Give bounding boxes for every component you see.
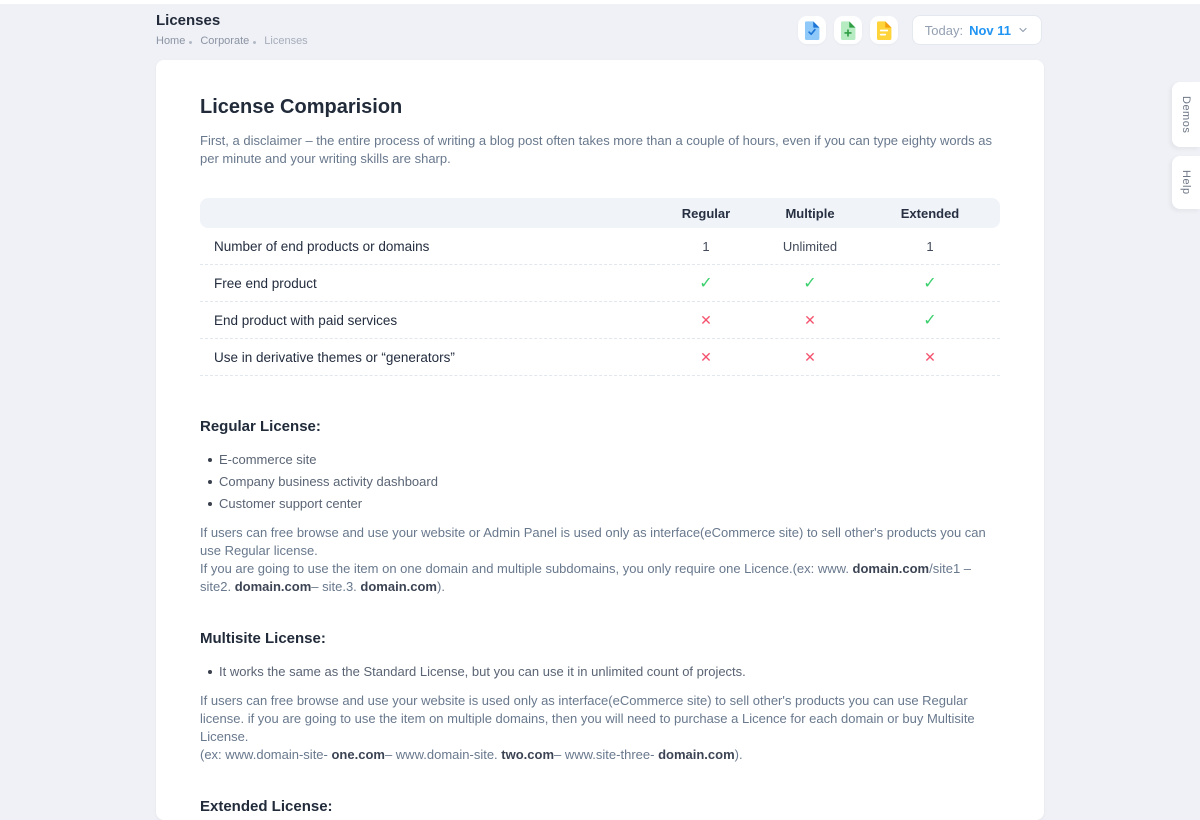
bullet-item: E-commerce site (208, 451, 1000, 468)
file-plus-icon (840, 21, 856, 40)
paragraph-segment: ). (734, 747, 743, 762)
table-header-regular: Regular (652, 198, 760, 228)
bullet-item: Customer support center (208, 495, 1000, 512)
check-icon: ✓ (923, 312, 937, 329)
check-icon: ✓ (923, 275, 937, 292)
paragraph-segment: – www.domain-site. (384, 747, 502, 762)
card-intro: First, a disclaimer – the entire process of writing a blog post often takes more than a couple of hours, even if you can type eighty words as per minute and your writing skills are sharp. (200, 133, 992, 166)
cross-icon: ✕ (700, 348, 712, 365)
license-card (156, 60, 1044, 820)
cell-value: 1 (860, 228, 1000, 265)
file-check-icon (804, 21, 820, 40)
side-tab-demos[interactable]: Demos (1172, 82, 1200, 147)
table-row (200, 265, 1000, 302)
header-action-icons (798, 16, 898, 44)
section-paragraphs (200, 524, 1000, 596)
paragraph-bold-segment: domain.com (360, 579, 437, 594)
section-bullet-list (208, 663, 1000, 680)
license-comparison-table (200, 198, 1000, 376)
paragraph-bold-segment: one.com (331, 747, 385, 762)
top-strip (0, 0, 1200, 4)
paragraph-line (200, 560, 1000, 596)
date-picker-label: Today: (924, 22, 964, 38)
cell-mark (652, 302, 760, 339)
cell-value: 1 (652, 228, 760, 265)
table-row (200, 302, 1000, 339)
check-icon: ✓ (803, 275, 817, 292)
paragraph-segment: (ex: www.domain-site- (200, 747, 332, 762)
side-tab-help[interactable]: Help (1172, 156, 1200, 209)
row-label: End product with paid services (200, 302, 652, 339)
page-header (156, 12, 308, 47)
cross-icon: ✕ (804, 311, 816, 328)
table-row (200, 228, 1000, 265)
section-paragraphs (200, 692, 1000, 764)
breadcrumb (156, 35, 308, 47)
license-section (200, 798, 1000, 815)
breadcrumb-separator-dot (253, 41, 256, 44)
file-text-icon-button[interactable] (870, 16, 898, 44)
bullet-item: It works the same as the Standard License, but you can use it in unlimited count of projects. (208, 663, 1000, 680)
breadcrumb-item-home[interactable]: Home (156, 35, 186, 47)
cell-mark (760, 265, 860, 302)
section-heading: Extended License: (200, 798, 333, 815)
cell-mark (760, 339, 860, 376)
row-label: Number of end products or domains (200, 228, 652, 265)
paragraph-segment: /site1 – site2. (200, 561, 972, 594)
license-sections (200, 418, 1000, 815)
file-text-icon (876, 21, 892, 40)
paragraph-bold-segment: domain.com (234, 579, 312, 594)
section-heading: Regular License: (200, 418, 321, 435)
paragraph-bold-segment: two.com (501, 747, 555, 762)
table-header-empty (200, 198, 652, 228)
paragraph-line (200, 746, 1000, 764)
page-title: Licenses (156, 12, 221, 29)
paragraph-segment: If you are going to use the item on one domain and multiple subdomains, you only require one Licence.(ex: www. (200, 561, 853, 576)
header-actions (798, 15, 1042, 45)
license-section (200, 630, 1000, 764)
paragraph-segment: – site.3. (311, 579, 361, 594)
chevron-down-icon (1017, 24, 1029, 36)
breadcrumb-item-corporate[interactable]: Corporate (200, 35, 250, 47)
section-bullet-list (208, 451, 1000, 512)
breadcrumb-item-licenses: Licenses (264, 35, 308, 47)
paragraph-line (200, 692, 1000, 746)
row-label: Use in derivative themes or “generators” (200, 339, 652, 376)
paragraph-segment: If users can free browse and use your website or Admin Panel is used only as interface(eCommerce site) to sell other's products you can use Regular license. (200, 525, 986, 558)
paragraph-segment: – www.site-three- (554, 747, 659, 762)
cell-mark (652, 339, 760, 376)
cell-mark (860, 339, 1000, 376)
paragraph-bold-segment: domain.com (658, 747, 735, 762)
date-picker[interactable] (912, 15, 1042, 45)
paragraph-line (200, 524, 1000, 560)
cell-mark (760, 302, 860, 339)
paragraph-bold-segment: domain.com (852, 561, 930, 576)
breadcrumb-separator-dot (189, 41, 192, 44)
bullet-item: Company business activity dashboard (208, 473, 1000, 490)
row-label: Free end product (200, 265, 652, 302)
paragraph-segment: If users can free browse and use your website is used only as interface(eCommerce site) to sell other's products you can use Regular license. if you are going to use the item on multiple domains, then you will need to purchase a Licence for each domain or buy Multisite License. (200, 693, 975, 744)
license-section (200, 418, 1000, 596)
table-header-multiple: Multiple (760, 198, 860, 228)
cell-mark (860, 302, 1000, 339)
section-heading: Multisite License: (200, 630, 326, 647)
cell-mark (652, 265, 760, 302)
card-heading: License Comparision (200, 96, 403, 118)
table-row (200, 339, 1000, 376)
cell-value: Unlimited (760, 228, 860, 265)
table-header-extended: Extended (860, 198, 1000, 228)
cross-icon: ✕ (804, 348, 816, 365)
file-check-icon-button[interactable] (798, 16, 826, 44)
check-icon: ✓ (699, 275, 713, 292)
date-picker-value: Nov 11 (969, 22, 1011, 38)
side-tabs (1172, 82, 1200, 209)
cross-icon: ✕ (924, 348, 936, 365)
cross-icon: ✕ (700, 311, 712, 328)
file-plus-icon-button[interactable] (834, 16, 862, 44)
table-header (200, 198, 1000, 228)
cell-mark (860, 265, 1000, 302)
paragraph-segment: ). (436, 579, 445, 594)
